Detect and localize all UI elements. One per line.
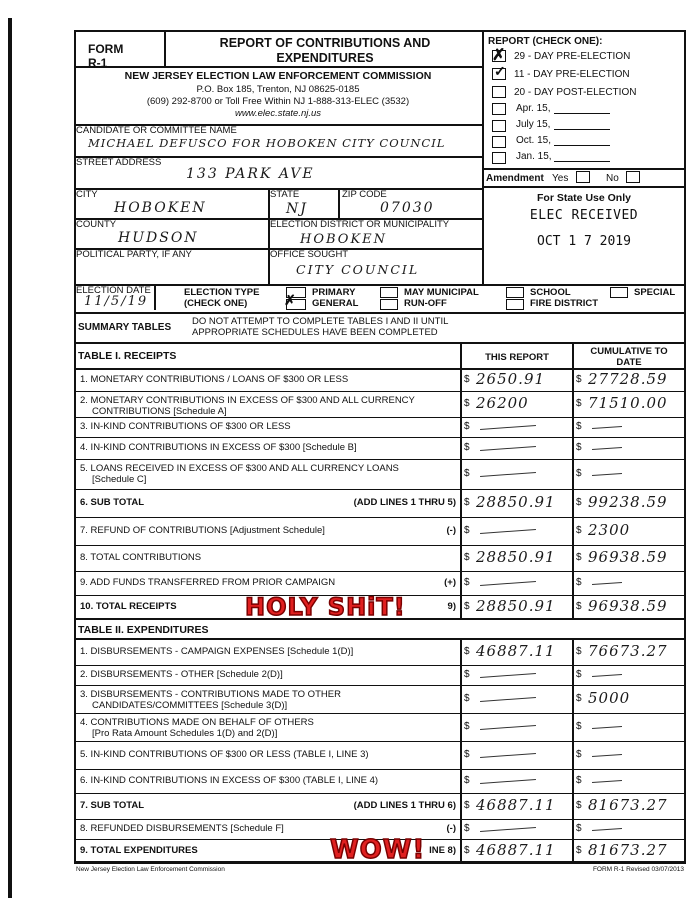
row-label: 3. DISBURSEMENTS - CONTRIBUTIONS MADE TO OTHER — [80, 689, 341, 700]
district-value[interactable]: HOBOKEN — [300, 232, 388, 247]
candidate-value[interactable]: MICHAEL DEFUSCO FOR HOBOKEN CITY COUNCIL — [88, 136, 446, 150]
dollar-sign: $ — [576, 468, 582, 479]
row-divider — [74, 769, 686, 770]
dollar-sign: $ — [464, 693, 470, 704]
row-label-continued: CANDIDATES/COMMITTEES [Schedule 3(D)] — [92, 700, 288, 711]
county-label: COUNTY — [76, 219, 117, 230]
dollar-sign: $ — [464, 552, 470, 563]
report-type-heading: REPORT (CHECK ONE): — [488, 36, 603, 47]
footer-right: FORM R-1 Revised 03/07/2013 — [592, 866, 684, 873]
blank-dash — [480, 779, 536, 784]
office-label: OFFICE SOUGHT — [270, 249, 349, 260]
dollar-sign: $ — [576, 693, 582, 704]
dollar-sign: $ — [464, 669, 470, 680]
blank-dash — [480, 446, 536, 451]
check-mark-icon: ✓ — [494, 63, 506, 79]
checkbox-july-15[interactable] — [492, 120, 506, 132]
party-label: POLITICAL PARTY, IF ANY — [76, 249, 192, 260]
cumulative-value[interactable]: 99238.59 — [588, 493, 668, 511]
form-id: FORM R-1 — [88, 42, 124, 70]
row-label: 5. IN-KIND CONTRIBUTIONS OF $300 OR LESS (TABLE I, LINE 3) — [80, 749, 369, 760]
blank-dash — [480, 581, 536, 586]
row-note: 9) — [447, 601, 456, 612]
wow-exclamation: WOW! — [330, 835, 426, 865]
cumulative-value[interactable]: 96938.59 — [588, 548, 668, 566]
row-note: (-) — [446, 823, 456, 834]
row-divider — [74, 819, 686, 820]
left-binding-bar — [8, 18, 12, 898]
cumulative-value[interactable]: 81673.27 — [588, 841, 668, 859]
commission-address: P.O. Box 185, Trenton, NJ 08625-0185 — [196, 84, 360, 95]
commission-website: www.elec.state.nj.us — [234, 108, 322, 119]
dollar-sign: $ — [576, 577, 582, 588]
dollar-sign: $ — [464, 749, 470, 760]
row-label: 6. SUB TOTAL — [80, 497, 145, 508]
dollar-sign: $ — [576, 646, 582, 657]
checkbox-20-day[interactable] — [492, 86, 506, 98]
dollar-sign: $ — [464, 721, 470, 732]
row-divider — [74, 437, 686, 438]
checkbox-may-municipal[interactable] — [380, 287, 398, 298]
row-label: 9. TOTAL EXPENDITURES — [80, 845, 198, 856]
option-general: GENERAL — [312, 298, 359, 309]
row-label: 3. IN-KIND CONTRIBUTIONS OF $300 OR LESS — [80, 421, 291, 432]
amendment-label: Amendment — [486, 173, 544, 184]
dollar-sign: $ — [464, 374, 470, 385]
row-label: 4. IN-KIND CONTRIBUTIONS IN EXCESS OF $300 [Schedule B] — [80, 442, 357, 453]
option-run-off: RUN-OFF — [404, 298, 447, 309]
this-report-value[interactable]: 46887.11 — [476, 642, 556, 660]
dollar-sign: $ — [576, 721, 582, 732]
row-label: 7. SUB TOTAL — [80, 800, 145, 811]
row-divider — [74, 571, 686, 572]
option-jan-15: Jan. 15, — [516, 151, 552, 162]
option-11-day: 11 - DAY PRE-ELECTION — [514, 69, 630, 80]
blank-dash — [592, 754, 622, 757]
election-type-label-line1: ELECTION TYPE — [184, 287, 260, 298]
dollar-sign: $ — [576, 525, 582, 536]
election-date-label: ELECTION DATE — [76, 285, 151, 296]
option-fire-district: FIRE DISTRICT — [530, 298, 599, 309]
blank-dash — [480, 827, 536, 832]
state-use-heading: For State Use Only — [537, 192, 631, 204]
dollar-sign: $ — [576, 800, 582, 811]
dollar-sign: $ — [464, 421, 470, 432]
dollar-sign: $ — [576, 398, 582, 409]
dollar-sign: $ — [464, 525, 470, 536]
this-report-value[interactable]: 46887.11 — [476, 796, 556, 814]
dollar-sign: $ — [576, 552, 582, 563]
state-label: STATE — [270, 189, 300, 200]
row-label: 10. TOTAL RECEIPTS — [80, 601, 177, 612]
blank-dash — [480, 673, 536, 678]
blank-dash — [592, 674, 622, 677]
table1-col-this-report: THIS REPORT — [485, 352, 549, 363]
row-label: 1. DISBURSEMENTS - CAMPAIGN EXPENSES [Schedule 1(D)] — [80, 646, 354, 657]
row-note: (+) — [444, 577, 456, 588]
cumulative-value[interactable]: 96938.59 — [588, 597, 668, 615]
option-apr-15: Apr. 15, — [516, 103, 551, 114]
cumulative-value[interactable]: 2300 — [588, 521, 631, 539]
dollar-sign: $ — [464, 823, 470, 834]
footer-left: New Jersey Election Law Enforcement Commission — [76, 866, 225, 873]
row-note: (ADD LINES 1 THRU 5) — [353, 497, 456, 508]
checkbox-school[interactable] — [506, 287, 524, 298]
this-report-value[interactable]: 28850.91 — [476, 597, 556, 615]
option-20-day: 20 - DAY POST-ELECTION — [514, 87, 637, 98]
blank-dash — [592, 780, 622, 783]
row-divider — [74, 391, 686, 392]
amendment-yes-checkbox[interactable] — [576, 171, 590, 183]
county-value[interactable]: HUDSON — [118, 230, 199, 246]
dollar-sign: $ — [576, 421, 582, 432]
dollar-sign: $ — [576, 497, 582, 508]
amendment-no-label: No — [606, 173, 619, 184]
dollar-sign: $ — [576, 749, 582, 760]
row-label: 2. MONETARY CONTRIBUTIONS IN EXCESS OF $300 AND ALL CURRENCY — [80, 395, 415, 406]
blank-dash — [480, 425, 536, 430]
blank-dash — [480, 753, 536, 758]
dollar-sign: $ — [576, 601, 582, 612]
blank-dash — [480, 697, 536, 702]
form-title-line1: REPORT OF CONTRIBUTIONS AND — [219, 36, 431, 50]
elec-received-stamp: ELEC RECEIVED — [529, 208, 639, 223]
row-label: 1. MONETARY CONTRIBUTIONS / LOANS OF $300 OR LESS — [80, 374, 349, 385]
row-divider — [74, 489, 686, 490]
row-label: 6. IN-KIND CONTRIBUTIONS IN EXCESS OF $300 (TABLE I, LINE 4) — [80, 775, 379, 786]
form-right-border — [684, 30, 686, 862]
form-title-line2: EXPENDITURES — [276, 51, 374, 65]
row-note: (ADD LINES 1 THRU 6) — [353, 800, 456, 811]
row-label: 2. DISBURSEMENTS - OTHER [Schedule 2(D)] — [80, 669, 283, 680]
table1-col-cumulative-line1: CUMULATIVE TO — [590, 346, 668, 357]
summary-label: SUMMARY TABLES — [78, 322, 172, 333]
summary-note-line1: DO NOT ATTEMPT TO COMPLETE TABLES I AND II UNTIL — [192, 316, 449, 327]
city-label: CITY — [76, 189, 98, 200]
dollar-sign: $ — [464, 497, 470, 508]
blank-dash — [480, 472, 536, 477]
dollar-sign: $ — [464, 398, 470, 409]
blank-dash — [592, 473, 622, 476]
row-label: 9. ADD FUNDS TRANSFERRED FROM PRIOR CAMPAIGN — [80, 577, 336, 588]
blank-dash — [592, 582, 622, 585]
option-may-municipal: MAY MUNICIPAL — [404, 287, 479, 298]
commission-name: NEW JERSEY ELECTION LAW ENFORCEMENT COMMISSION — [124, 70, 432, 82]
dollar-sign: $ — [464, 845, 470, 856]
row-label-continued: [Pro Rata Amount Schedules 1(D) and 2(D)] — [92, 728, 278, 739]
dollar-sign: $ — [464, 468, 470, 479]
street-label: STREET ADDRESS — [76, 157, 162, 168]
summary-note-line2: APPROPRIATE SCHEDULES HAVE BEEN COMPLETED — [192, 327, 438, 338]
blank-dash — [592, 726, 622, 729]
row-divider — [74, 713, 686, 714]
dollar-sign: $ — [464, 775, 470, 786]
option-special: SPECIAL — [634, 287, 676, 298]
dollar-sign: $ — [464, 646, 470, 657]
blank-dash — [592, 447, 622, 450]
option-july-15: July 15, — [516, 119, 551, 130]
amendment-no-checkbox[interactable] — [626, 171, 640, 183]
row-label-continued: [Schedule C] — [92, 474, 147, 485]
city-value[interactable]: HOBOKEN — [114, 200, 207, 216]
row-divider — [74, 793, 686, 794]
checkbox-oct-15[interactable] — [492, 136, 506, 148]
street-value[interactable]: 133 PARK AVE — [186, 166, 315, 182]
option-29-day: 29 - DAY PRE-ELECTION — [514, 51, 631, 62]
row-divider — [74, 545, 686, 546]
cumulative-value[interactable]: 81673.27 — [588, 796, 668, 814]
dollar-sign: $ — [576, 823, 582, 834]
checkbox-apr-15[interactable] — [492, 103, 506, 115]
cumulative-value[interactable]: 71510.00 — [588, 394, 668, 412]
row-divider — [74, 517, 686, 518]
row-label-continued: CONTRIBUTIONS [Schedule A] — [92, 406, 227, 417]
blank-dash — [592, 828, 622, 831]
row-note: INE 8) — [429, 845, 456, 856]
form-left-border — [74, 30, 76, 862]
zip-value[interactable]: 07030 — [380, 200, 435, 216]
this-report-value[interactable]: 46887.11 — [476, 841, 556, 859]
checkbox-fire-district[interactable] — [506, 299, 524, 310]
blank-dash — [480, 529, 536, 534]
option-school: SCHOOL — [530, 287, 571, 298]
received-date-stamp: OCT 1 7 2019 — [537, 234, 631, 249]
blank-dash — [592, 426, 622, 429]
table2-title: TABLE II. EXPENDITURES — [78, 624, 209, 636]
holy-exclamation: HOLY SHiT! — [245, 593, 406, 621]
row-divider — [74, 459, 686, 460]
row-divider — [74, 741, 686, 742]
commission-phone: (609) 292-8700 or Toll Free Within NJ 1-888-313-ELEC (3532) — [146, 96, 410, 107]
row-label: 5. LOANS RECEIVED IN EXCESS OF $300 AND ALL CURRENCY LOANS — [80, 463, 399, 474]
amendment-yes-label: Yes — [552, 173, 569, 184]
option-oct-15: Oct. 15, — [516, 135, 552, 146]
dollar-sign: $ — [576, 775, 582, 786]
dollar-sign: $ — [576, 442, 582, 453]
dollar-sign: $ — [464, 442, 470, 453]
dollar-sign: $ — [576, 374, 582, 385]
row-label: 8. REFUNDED DISBURSEMENTS [Schedule F] — [80, 823, 284, 834]
this-report-value[interactable]: 26200 — [476, 394, 529, 412]
election-type-label-line2: (CHECK ONE) — [184, 298, 248, 309]
zip-label: ZIP CODE — [342, 189, 387, 200]
cumulative-value[interactable]: 76673.27 — [588, 642, 668, 660]
this-report-value[interactable]: 2650.91 — [476, 370, 546, 388]
dollar-sign: $ — [576, 845, 582, 856]
office-value[interactable]: CITY COUNCIL — [296, 262, 420, 277]
candidate-label: CANDIDATE OR COMMITTEE NAME — [76, 125, 237, 136]
check-mark-icon: ✗ — [492, 47, 506, 64]
this-report-value[interactable]: 28850.91 — [476, 493, 556, 511]
state-value[interactable]: NJ — [286, 201, 308, 217]
row-divider — [74, 685, 686, 686]
row-divider — [74, 417, 686, 418]
dollar-sign: $ — [464, 601, 470, 612]
option-primary: PRIMARY — [312, 287, 356, 298]
row-label: 8. TOTAL CONTRIBUTIONS — [80, 552, 202, 563]
checkbox-special[interactable] — [610, 287, 628, 298]
election-date-value[interactable]: 11/5/19 — [84, 294, 149, 309]
checkbox-run-off[interactable] — [380, 299, 398, 310]
dollar-sign: $ — [464, 800, 470, 811]
dollar-sign: $ — [576, 669, 582, 680]
cumulative-value[interactable]: 27728.59 — [588, 370, 668, 388]
row-divider — [74, 665, 686, 666]
checkbox-jan-15[interactable] — [492, 152, 506, 164]
table1-col-cumulative-line2: DATE — [616, 357, 642, 368]
table1-title: TABLE I. RECEIPTS — [78, 350, 177, 362]
row-note: (-) — [446, 525, 456, 536]
dollar-sign: $ — [464, 577, 470, 588]
row-label: 4. CONTRIBUTIONS MADE ON BEHALF OF OTHERS — [80, 717, 314, 728]
cumulative-value[interactable]: 5000 — [588, 689, 631, 707]
this-report-value[interactable]: 28850.91 — [476, 548, 556, 566]
blank-dash — [480, 725, 536, 730]
form-top-border — [74, 30, 684, 32]
district-label: ELECTION DISTRICT OR MUNICIPALITY — [270, 219, 450, 230]
row-label: 7. REFUND OF CONTRIBUTIONS [Adjustment Schedule] — [80, 525, 325, 536]
check-mark-icon: ✗ — [284, 292, 296, 308]
